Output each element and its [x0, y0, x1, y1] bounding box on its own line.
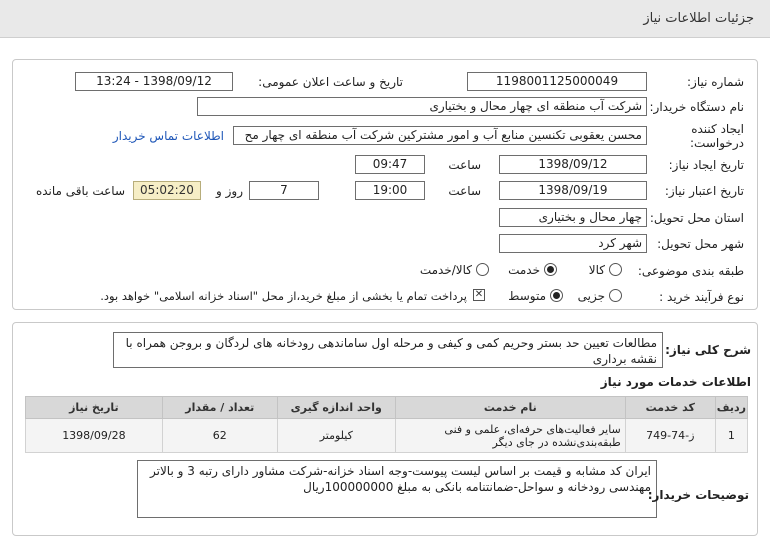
buyer-contact-link[interactable]: اطلاعات تماس خریدار	[112, 129, 224, 143]
city-label: شهر محل تحویل:	[657, 237, 744, 251]
buyer-notes-field[interactable]: ایران کد مشابه و قیمت بر اساس لیست پیوست-وجه اسناد خزانه-شرکت مشاور دارای رتبه 3 و بالاتر مهندسی رودخانه و سواحل-ضمانتنامه بانکی به مبلغ 100000000ریال	[137, 460, 657, 518]
requester-field[interactable]: محسن یعقوبی تکنسین منابع آب و امور مشترکین شرکت آب منطقه ای چهار مح	[233, 126, 647, 145]
remaining-time-field: 05:02:20	[133, 181, 201, 200]
process-medium-label: متوسط	[508, 289, 546, 303]
cell-unit: کیلومتر	[277, 419, 395, 453]
city-field[interactable]: شهر کرد	[499, 234, 647, 253]
treasury-note: پرداخت تمام یا بخشی از مبلغ خرید،از محل "اسناد خزانه اسلامی" خواهد بود.	[100, 289, 467, 303]
need-created-date-field[interactable]: 1398/09/12	[499, 155, 647, 174]
page-header	[0, 0, 770, 38]
need-number-label: شماره نیاز:	[687, 75, 744, 89]
validity-days-field[interactable]: 7	[249, 181, 319, 200]
description-label: شرح کلی نیاز:	[665, 343, 751, 357]
category-goods-service-radio[interactable]	[476, 263, 489, 276]
cell-qty: 62	[162, 419, 277, 453]
validity-time-field[interactable]: 19:00	[355, 181, 425, 200]
need-number-field[interactable]: 1198001125000049	[467, 72, 647, 91]
category-service-radio[interactable]	[544, 263, 557, 276]
col-date: تاریخ نیاز	[26, 397, 163, 419]
cell-date: 1398/09/28	[26, 419, 163, 453]
col-unit: واحد اندازه گیری	[277, 397, 395, 419]
cell-row: 1	[715, 419, 747, 453]
remaining-time-label: ساعت باقی مانده	[35, 184, 125, 198]
category-service-label: خدمت	[508, 263, 540, 277]
province-label: استان محل تحویل:	[649, 211, 744, 225]
requester-label: ایجاد کننده درخواست:	[690, 122, 744, 150]
process-minor-radio[interactable]	[609, 289, 622, 302]
need-created-label: تاریخ ایجاد نیاز:	[668, 158, 744, 172]
treasury-checkbox[interactable]: ✕	[474, 289, 484, 300]
services-table	[25, 396, 748, 453]
description-panel	[12, 322, 758, 536]
cell-name: سایر فعالیت‌های حرفه‌ای، علمی و فنی طبقه‌بندی‌نشده در جای دیگر	[395, 419, 625, 453]
validity-time-label: ساعت	[448, 184, 481, 198]
page-title: جزئیات اطلاعات نیاز	[643, 11, 754, 26]
validity-days-label: روز و	[216, 184, 243, 198]
col-name: نام خدمت	[395, 397, 625, 419]
services-header-row	[26, 397, 748, 419]
category-goods-label: کالا	[588, 263, 605, 277]
validity-label: تاریخ اعتبار نیاز:	[664, 184, 744, 198]
province-field[interactable]: چهار محال و بختیاری	[499, 208, 647, 227]
announce-datetime-field[interactable]: 1398/09/12 - 13:24	[75, 72, 233, 91]
process-medium-radio[interactable]	[550, 289, 563, 302]
category-label: طبقه بندی موضوعی:	[637, 264, 744, 278]
category-goods-radio[interactable]	[609, 263, 622, 276]
process-minor-label: جزیی	[577, 289, 605, 303]
need-details-panel	[12, 59, 758, 310]
cell-code: ز-74-749	[625, 419, 715, 453]
buyer-org-label: نام دستگاه خریدار:	[649, 100, 744, 114]
category-goods-service-label: کالا/خدمت	[419, 263, 472, 277]
col-code: کد خدمت	[625, 397, 715, 419]
description-field[interactable]: مطالعات تعیین حد بستر وحریم کمی و کیفی و مرحله اول ساماندهی رودخانه های لردگان و بروجن همراه با نقشه برداری	[113, 332, 663, 368]
validity-date-field[interactable]: 1398/09/19	[499, 181, 647, 200]
col-qty: تعداد / مقدار	[162, 397, 277, 419]
col-row: ردیف	[715, 397, 747, 419]
need-created-time-label: ساعت	[448, 158, 481, 172]
buyer-org-field[interactable]: شرکت آب منطقه ای چهار محال و بختیاری	[197, 97, 647, 116]
buyer-notes-label: توضیحات خریدار:	[647, 488, 749, 502]
table-row[interactable]	[26, 419, 748, 453]
services-section-title: اطلاعات خدمات مورد نیاز	[600, 375, 751, 389]
need-created-time-field[interactable]: 09:47	[355, 155, 425, 174]
announce-datetime-label: تاریخ و ساعت اعلان عمومی:	[258, 75, 403, 89]
purchase-process-label: نوع فرآیند خرید :	[659, 290, 744, 304]
